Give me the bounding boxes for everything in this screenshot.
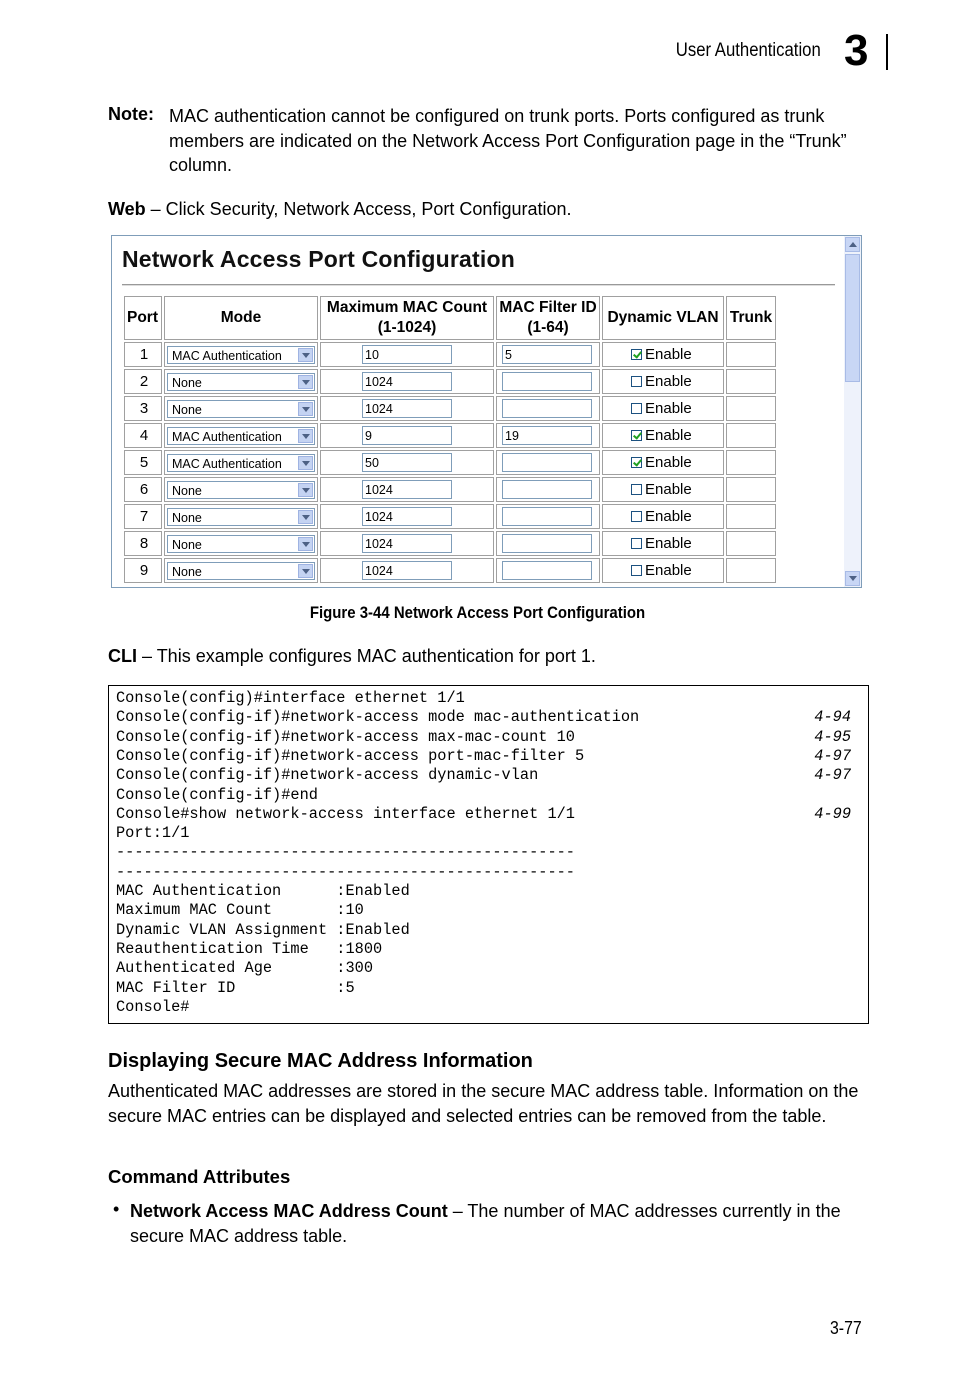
figure-caption [0,603,954,623]
chevron-down-icon[interactable] [298,375,313,389]
dynamic-vlan-checkbox[interactable] [631,457,642,468]
scroll-down-icon[interactable] [845,571,860,586]
code-line: Console(config-if)#network-access port-mac-filter 5 [116,746,585,765]
code-line: Reauthentication Time :1800 [116,939,383,958]
max-mac-count-input[interactable]: 50 [362,453,452,472]
port-number: 8 [124,531,162,556]
bullet-term: Network Access MAC Address Count [130,1201,448,1221]
mode-select-value: MAC Authentication [172,348,282,363]
screenshot-page-title: Network Access Port Configuration [122,246,515,272]
section-heading: Displaying Secure MAC Address Information [108,1050,533,1072]
dynamic-vlan-cell [602,504,724,529]
dynamic-vlan-checkbox[interactable] [631,565,642,576]
mac-filter-id-input[interactable] [502,507,592,526]
port-number: 5 [124,450,162,475]
cli-example-code-block [108,685,869,1024]
table-row [124,423,776,448]
web-instruction [108,199,572,220]
figure-caption-text: Figure 3-44 Network Access Port Configuration [309,603,645,622]
bullet-item [130,1199,870,1248]
max-mac-count-input[interactable]: 1024 [362,480,452,499]
chevron-down-icon[interactable] [298,348,313,362]
code-line: -------------------------------------------------- [116,862,575,881]
port-number: 7 [124,504,162,529]
trunk-cell [726,531,776,556]
mode-select[interactable] [167,535,315,553]
max-mac-cell [320,342,494,367]
max-mac-count-input[interactable]: 1024 [362,372,452,391]
title-divider-shadow [122,285,835,286]
port-config-table [122,294,778,585]
vertical-scrollbar[interactable] [844,236,861,587]
scroll-up-icon[interactable] [845,237,860,252]
note-text: MAC authentication cannot be configured on trunk ports. Ports configured as trunk members are indicated on the Network Access Port Configuration page in the “Trunk” column. [169,106,847,175]
max-mac-count-input[interactable]: 1024 [362,561,452,580]
checkbox-label: Enable [645,346,692,363]
port-number: 6 [124,477,162,502]
dynamic-vlan-cell [602,342,724,367]
mac-filter-id-input[interactable] [502,480,592,499]
mac-filter-id-input[interactable]: 5 [502,345,592,364]
chapter-divider [886,34,888,70]
code-line: Maximum MAC Count :10 [116,901,364,920]
checkbox-label: Enable [645,400,692,417]
web-text: – Click Security, Network Access, Port Configuration. [145,199,572,219]
mode-select-value: None [172,375,202,390]
mac-filter-cell [496,423,600,448]
checkbox-label: Enable [645,373,692,390]
chevron-down-icon[interactable] [298,483,313,497]
max-mac-count-input[interactable]: 10 [362,345,452,364]
mode-cell [164,558,318,583]
bullet-description: – The number of MAC addresses currently in the secure MAC address table. [130,1201,841,1246]
max-mac-count-input[interactable]: 1024 [362,534,452,553]
mode-select[interactable] [167,562,315,580]
max-mac-cell [320,531,494,556]
mac-filter-cell [496,531,600,556]
dynamic-vlan-cell [602,450,724,475]
section-body-text: Authenticated MAC addresses are stored in the secure MAC address table. Information on the secure MAC entries can be displayed and selected entries can be removed from the table. [108,1081,859,1126]
mac-filter-cell [496,558,600,583]
trunk-cell [726,342,776,367]
trunk-cell [726,558,776,583]
mode-select-value: None [172,483,202,498]
mode-select-value: None [172,537,202,552]
mode-select[interactable] [167,400,315,418]
checkbox-label: Enable [645,562,692,579]
trunk-cell [726,504,776,529]
code-line: Console(config-if)#network-access max-mac-count 10 [116,727,575,746]
table-row [124,558,776,583]
mode-select-value: None [172,402,202,417]
max-mac-cell [320,423,494,448]
mac-filter-cell [496,450,600,475]
max-mac-cell [320,477,494,502]
mac-filter-id-input[interactable] [502,534,592,553]
mac-filter-cell [496,504,600,529]
dynamic-vlan-checkbox[interactable] [631,538,642,549]
checkbox-label: Enable [645,454,692,471]
chevron-down-icon[interactable] [298,402,313,416]
code-line: MAC Filter ID :5 [116,978,355,997]
dynamic-vlan-cell [602,396,724,421]
mode-cell [164,477,318,502]
dynamic-vlan-checkbox[interactable] [631,484,642,495]
dynamic-vlan-checkbox[interactable] [631,403,642,414]
table-row [124,504,776,529]
code-line: Port:1/1 [116,824,190,843]
mode-cell [164,450,318,475]
dynamic-vlan-cell [602,531,724,556]
dynamic-vlan-checkbox[interactable] [631,430,642,441]
mac-filter-cell [496,369,600,394]
mode-select-value: MAC Authentication [172,429,282,444]
max-mac-cell [320,369,494,394]
mode-cell [164,342,318,367]
code-page-reference: 4-95 [814,727,851,746]
chevron-down-icon[interactable] [298,564,313,578]
mac-filter-id-input[interactable]: 19 [502,426,592,445]
web-label: Web [108,199,146,219]
mode-select[interactable] [167,454,315,472]
table-row [124,342,776,367]
mode-select[interactable] [167,373,315,391]
column-header-dynamic-vlan: Dynamic VLAN [602,296,724,340]
mac-filter-id-input[interactable] [502,399,592,418]
column-header-mac-filter-id: MAC Filter ID (1-64) [496,296,600,340]
chevron-down-icon[interactable] [298,537,313,551]
dynamic-vlan-cell [602,477,724,502]
mode-cell [164,423,318,448]
mode-cell [164,504,318,529]
checkbox-label: Enable [645,508,692,525]
page-number: 3-77 [830,1318,862,1338]
checkbox-label: Enable [645,535,692,552]
port-number: 9 [124,558,162,583]
mac-filter-id-input[interactable] [502,453,592,472]
max-mac-count-input[interactable]: 9 [362,426,452,445]
max-mac-count-input[interactable]: 1024 [362,507,452,526]
mode-select[interactable] [167,508,315,526]
note-label: Note: [108,104,154,124]
chevron-down-icon[interactable] [298,510,313,524]
bullet-marker: • [113,1199,120,1219]
code-page-reference: 4-99 [814,804,851,823]
max-mac-count-input[interactable]: 1024 [362,399,452,418]
mode-select[interactable] [167,427,315,445]
cli-text: – This example configures MAC authentication for port 1. [137,646,596,666]
table-row [124,477,776,502]
code-page-reference: 4-97 [814,766,851,785]
max-mac-cell [320,558,494,583]
network-access-port-config-screenshot [111,235,862,588]
code-page-reference: 4-94 [814,708,851,727]
mode-select-value: MAC Authentication [172,456,282,471]
mode-select[interactable] [167,481,315,499]
table-row [124,396,776,421]
column-header-max-mac-count: Maximum MAC Count (1-1024) [320,296,494,340]
mode-select[interactable] [167,346,315,364]
mode-select-value: None [172,564,202,579]
max-mac-cell [320,450,494,475]
code-line: Console(config-if)#network-access dynamic-vlan [116,766,539,785]
code-page-reference: 4-97 [814,746,851,765]
mode-cell [164,369,318,394]
trunk-cell [726,477,776,502]
mac-filter-cell [496,342,600,367]
table-row [124,369,776,394]
mode-cell [164,531,318,556]
code-line: Authenticated Age :300 [116,959,374,978]
mode-select-value: None [172,510,202,525]
column-header-mode: Mode [164,296,318,340]
code-line: Console(config-if)#end [116,785,318,804]
code-line: -------------------------------------------------- [116,843,575,862]
mac-filter-cell [496,396,600,421]
checkbox-label: Enable [645,427,692,444]
dynamic-vlan-checkbox[interactable] [631,349,642,360]
dynamic-vlan-cell [602,423,724,448]
checkbox-label: Enable [645,481,692,498]
column-header-trunk: Trunk [726,296,776,340]
max-mac-cell [320,396,494,421]
chapter-number: 3 [844,26,869,75]
code-line: Console#show network-access interface ethernet 1/1 [116,804,575,823]
port-number: 4 [124,423,162,448]
port-number: 3 [124,396,162,421]
scroll-thumb[interactable] [845,254,860,382]
dynamic-vlan-cell [602,558,724,583]
command-attributes-heading: Command Attributes [108,1166,291,1187]
trunk-cell [726,423,776,448]
code-line: Dynamic VLAN Assignment :Enabled [116,920,410,939]
column-header-port: Port [124,296,162,340]
cli-instruction [108,646,596,667]
table-row [124,450,776,475]
chevron-down-icon[interactable] [298,456,313,470]
max-mac-cell [320,504,494,529]
dynamic-vlan-checkbox[interactable] [631,376,642,387]
trunk-cell [726,396,776,421]
code-line: Console(config-if)#network-access mode mac-authentication [116,708,640,727]
trunk-cell [726,369,776,394]
cli-label: CLI [108,646,137,666]
mac-filter-id-input[interactable] [502,561,592,580]
code-line: Console(config)#interface ethernet 1/1 [116,689,465,707]
port-number: 2 [124,369,162,394]
mac-filter-id-input[interactable] [502,372,592,391]
trunk-cell [726,450,776,475]
port-number: 1 [124,342,162,367]
table-row [124,531,776,556]
dynamic-vlan-cell [602,369,724,394]
mac-filter-cell [496,477,600,502]
code-line: MAC Authentication :Enabled [116,882,410,900]
dynamic-vlan-checkbox[interactable] [631,511,642,522]
code-line: Console# [116,997,190,1016]
mode-cell [164,396,318,421]
chevron-down-icon[interactable] [298,429,313,443]
running-header-title: User Authentication [676,40,821,61]
